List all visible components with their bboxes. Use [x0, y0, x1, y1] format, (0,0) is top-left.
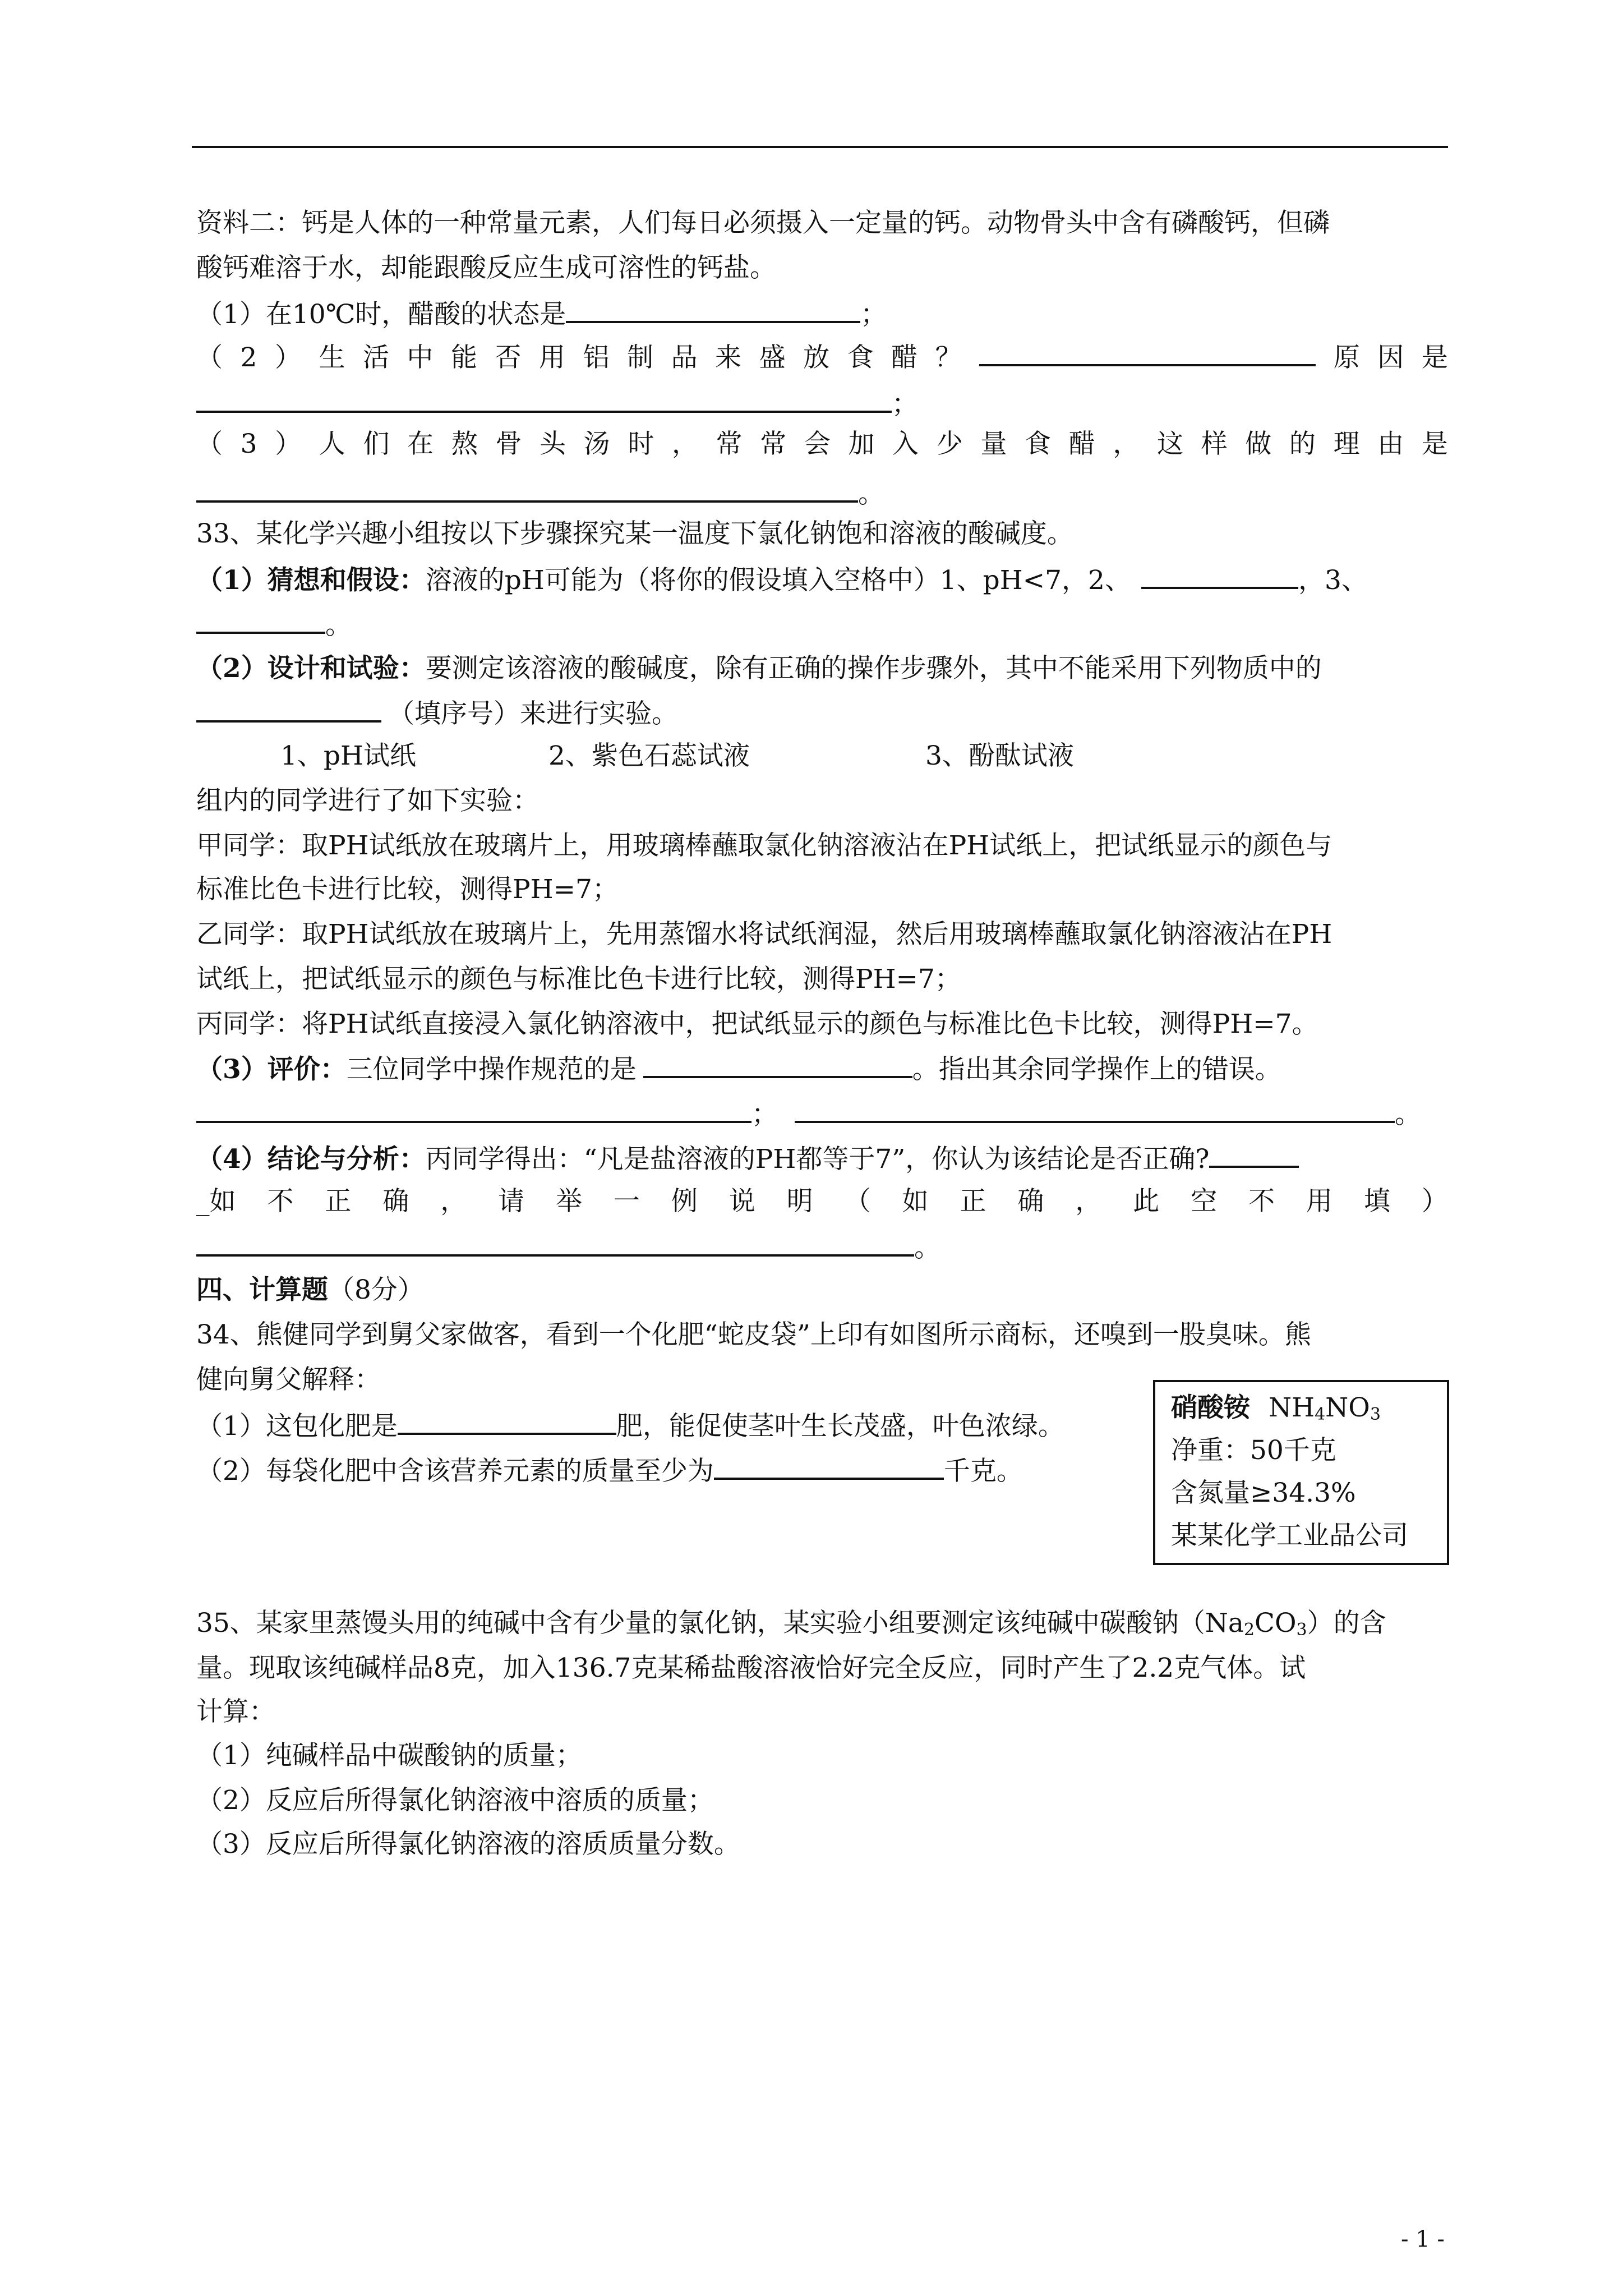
- question-35-a: （1）纯碱样品中碳酸钠的质量；: [196, 1740, 582, 1771]
- text-char: 醋: [1068, 429, 1095, 459]
- text-char: 制: [627, 342, 654, 373]
- question-33-1: [196, 562, 1368, 597]
- text-char: 由: [1377, 429, 1404, 459]
- evaluation-text: 三位同学中操作规范的是: [346, 1054, 637, 1085]
- option-1: 1、pH试纸: [280, 740, 416, 771]
- text-char: 因: [1377, 342, 1404, 373]
- answer-blank-33-4a[interactable]: [1209, 1141, 1299, 1168]
- text-char: 熬: [451, 429, 478, 459]
- text-char: ，: [440, 1186, 467, 1217]
- text-char: 来: [715, 342, 742, 373]
- text-char: 是: [1421, 342, 1448, 373]
- answer-blank-33-4b[interactable]: [196, 1230, 914, 1257]
- guess-text: 溶液的pH可能为（将你的假设填入空格中）1、pH<7，2、: [425, 565, 1131, 596]
- text-char: 入: [892, 429, 919, 459]
- text-char: 如: [902, 1186, 929, 1217]
- text-char: ，: [1075, 1186, 1102, 1217]
- question-1-text: （1）在10℃时，醋酸的状态是: [196, 299, 566, 330]
- text-char: 3: [240, 429, 257, 459]
- answer-blank-3[interactable]: [196, 476, 858, 503]
- text-char: 能: [451, 342, 477, 373]
- student-yi-line2: 试纸上，把试纸显示的颜色与标准比色卡进行比较，测得PH=7；: [196, 964, 961, 995]
- semicolon: ；: [860, 299, 887, 330]
- text-char: 放: [803, 342, 830, 373]
- text-char: ）: [275, 429, 302, 459]
- question-34-b-pre: （2）每袋化肥中含该营养元素的质量至少为: [196, 1456, 714, 1487]
- text-char: 中: [407, 342, 434, 373]
- text-char: 做: [1245, 429, 1272, 459]
- question-35-c: （3）反应后所得氯化钠溶液的溶质质量分数。: [196, 1829, 740, 1860]
- section-4-score: （8分）: [328, 1274, 424, 1305]
- option-2: 2、紫色石蕊试液: [548, 740, 750, 771]
- text-char: 正: [960, 1186, 986, 1217]
- text-char: 在: [407, 429, 434, 459]
- text-char: 2: [240, 342, 257, 373]
- guess-3: ，3、: [1298, 565, 1368, 596]
- question-33-2: [196, 652, 1322, 685]
- text-char: 品: [671, 342, 698, 373]
- text-char: 确: [1017, 1186, 1044, 1217]
- student-jia-line1: 甲同学：取PH试纸放在玻璃片上，用玻璃棒蘸取氯化钠溶液沾在PH试纸上，把试纸显示的颜色与: [196, 830, 1332, 861]
- text-char: 加: [848, 429, 875, 459]
- question-3-line2: [196, 476, 884, 511]
- reference-2-line2: 酸钙难溶于水，却能跟酸反应生成可溶性的钙盐。: [196, 252, 776, 283]
- text-char: 活: [362, 342, 389, 373]
- text-char: 醋: [891, 342, 918, 373]
- answer-blank-33-1b[interactable]: [196, 607, 325, 634]
- text-char: 的: [1289, 429, 1316, 459]
- text-char: 头: [540, 429, 566, 459]
- design-fill: （填序号）来进行实验。: [388, 698, 678, 729]
- text-char: 是: [1421, 429, 1448, 459]
- text-char: ）: [274, 342, 301, 373]
- group-experiment: 组内的同学进行了如下实验：: [196, 785, 539, 816]
- header-rule: [192, 146, 1448, 148]
- conclusion-text: 丙同学得出：“凡是盐溶液的PH都等于7”，你认为该结论是否正确?: [425, 1144, 1210, 1175]
- question-2-line2: [196, 386, 918, 421]
- question-34-a-pre: （1）这包化肥是: [196, 1411, 398, 1442]
- question-34-line1: 34、熊健同学到舅父家做客，看到一个化肥“蛇皮袋”上印有如图所示商标，还嗅到一股臭味。熊: [196, 1319, 1311, 1350]
- text-char: ？: [935, 342, 962, 373]
- text-char: 们: [363, 429, 390, 459]
- text-char: 汤: [583, 429, 610, 459]
- evaluation-label: （3）评价：: [196, 1054, 347, 1085]
- section-4-title: 四、计算题: [196, 1274, 328, 1305]
- question-34-line2: 健向舅父解释：: [196, 1364, 381, 1395]
- reference-2-line1: 资料二：钙是人体的一种常量元素，人们每日必须摄入一定量的钙。动物骨头中含有磷酸钙，但磷: [196, 208, 1330, 238]
- text-char: 这: [1157, 429, 1183, 459]
- semicolon: ；: [892, 389, 918, 420]
- question-33-4-line2: [196, 1185, 1448, 1218]
- question-34-a-post: 肥，能促使茎叶生长茂盛，叶色浓绿。: [616, 1411, 1064, 1442]
- label-weight: 净重：50千克: [1171, 1435, 1336, 1466]
- answer-blank-33-2[interactable]: [196, 696, 381, 723]
- answer-blank-2b[interactable]: [196, 386, 892, 413]
- text-char: 正: [325, 1186, 352, 1217]
- answer-blank-1[interactable]: [566, 296, 860, 323]
- guess-label: （1）猜想和假设：: [196, 565, 426, 596]
- text-char: （: [196, 429, 223, 459]
- text-char: 例: [671, 1186, 698, 1217]
- answer-blank-33-3b[interactable]: [196, 1096, 751, 1123]
- label-formula: $NH_4NO_3$: [1268, 1392, 1381, 1424]
- text-char: ，: [1113, 429, 1140, 459]
- text-char: 铝: [583, 342, 610, 373]
- answer-blank-33-3a[interactable]: [643, 1051, 912, 1078]
- period: 。: [858, 478, 884, 509]
- text-char: 人: [319, 429, 345, 459]
- question-33-3: [196, 1051, 1281, 1087]
- period: 。: [1395, 1099, 1421, 1130]
- text-char: 说: [728, 1186, 755, 1217]
- text-char: 骨: [495, 429, 522, 459]
- conclusion-label: （4）结论与分析：: [196, 1144, 426, 1175]
- question-1: [196, 296, 887, 332]
- text-char: 用: [539, 342, 566, 373]
- text-char: 不: [1248, 1186, 1275, 1217]
- text-char: 常: [760, 429, 787, 459]
- label-nitrogen-content: 含氮量≥34.3%: [1171, 1478, 1356, 1508]
- label-name: [1171, 1391, 1381, 1425]
- text-char: 确: [382, 1186, 409, 1217]
- period: 。: [325, 610, 352, 641]
- question-34-a: [196, 1408, 1064, 1443]
- question-33-2-line2: [196, 696, 678, 731]
- label-name-text: 硝酸铵: [1171, 1392, 1250, 1423]
- answer-blank-33-1a[interactable]: [1141, 562, 1298, 589]
- question-3: [196, 427, 1448, 461]
- question-33-3-line2: [196, 1096, 1421, 1131]
- text-char: 举: [556, 1186, 583, 1217]
- text-char: 少: [936, 429, 963, 459]
- text-char: 生: [319, 342, 345, 373]
- text-char: 此: [1133, 1186, 1160, 1217]
- text-char: 时: [628, 429, 654, 459]
- text-char: 会: [804, 429, 831, 459]
- text-char: 理: [1333, 429, 1360, 459]
- design-label: （2）设计和试验：: [196, 653, 426, 684]
- question-33-4: [196, 1141, 1299, 1176]
- text-char: 一: [613, 1186, 640, 1217]
- text-char: 样: [1201, 429, 1228, 459]
- section-4-heading: [196, 1273, 424, 1307]
- text-char: 原: [1333, 342, 1360, 373]
- text-char: 填: [1363, 1186, 1390, 1217]
- evaluation-tail: 。指出其余同学操作上的错误。: [912, 1054, 1281, 1085]
- text-char: 盛: [759, 342, 786, 373]
- text-char: 否: [495, 342, 522, 373]
- answer-blank-34-b[interactable]: [714, 1453, 944, 1480]
- question-34-b: [196, 1453, 1023, 1488]
- text-char: 量: [980, 429, 1007, 459]
- question-35-line3: 计算：: [196, 1696, 275, 1727]
- question-35-line1: 35、某家里蒸馒头用的纯碱中含有少量的氯化钠，某实验小组要测定该纯碱中碳酸钠$(Na_2CO_3)$的含: [196, 1608, 1386, 1640]
- text-char: ，: [671, 429, 698, 459]
- text-char: ）: [1421, 1186, 1448, 1217]
- answer-blank-33-3c[interactable]: [795, 1096, 1395, 1123]
- question-35-line2: 量。现取该纯碱样品8克，加入136.7克某稀盐酸溶液恰好完全反应，同时产生了2.2克气体。试: [196, 1653, 1306, 1683]
- question-34-b-post: 千克。: [943, 1456, 1023, 1487]
- period: 。: [914, 1232, 940, 1263]
- text-char: 食: [1025, 429, 1052, 459]
- student-jia-line2: 标准比色卡进行比较，测得PH=7；: [196, 874, 619, 905]
- fertilizer-label-box: [1153, 1380, 1449, 1565]
- student-bing: 丙同学：将PH试纸直接浸入氯化钠溶液中，把试纸显示的颜色与标准比色卡比较，测得PH=7。: [196, 1009, 1318, 1039]
- question-33-intro: 33、某化学兴趣小组按以下步骤探究某一温度下氯化钠饱和溶液的酸碱度。: [196, 518, 1073, 549]
- text-char: 用: [1306, 1186, 1333, 1217]
- semicolon: ；: [751, 1099, 778, 1130]
- text-char: （: [844, 1186, 871, 1217]
- text-char: 空: [1191, 1186, 1218, 1217]
- question-33-1-line2: [196, 607, 352, 642]
- question-33-4-line3: [196, 1230, 940, 1265]
- text-char: 常: [716, 429, 743, 459]
- answer-blank-2a[interactable]: [979, 339, 1316, 366]
- text-char: 明: [786, 1186, 813, 1217]
- label-company: 某某化学工业品公司: [1171, 1520, 1408, 1551]
- text-char: （: [196, 342, 223, 373]
- question-2: [196, 339, 1448, 375]
- text-char: _如: [196, 1186, 236, 1217]
- page-number: - 1 -: [1401, 2226, 1445, 2252]
- question-35-b: （2）反应后所得氯化钠溶液中溶质的质量；: [196, 1785, 714, 1816]
- answer-blank-34-a[interactable]: [398, 1408, 616, 1435]
- text-char: 请: [498, 1186, 525, 1217]
- option-3: 3、酚酞试液: [925, 740, 1074, 771]
- student-yi-line1: 乙同学：取PH试纸放在玻璃片上，先用蒸馏水将试纸润湿，然后用玻璃棒蘸取氯化钠溶液沾在PH: [196, 919, 1332, 950]
- design-text: 要测定该溶液的酸碱度，除有正确的操作步骤外，其中不能采用下列物质中的: [425, 653, 1322, 684]
- text-char: 食: [847, 342, 874, 373]
- text-char: 不: [267, 1186, 294, 1217]
